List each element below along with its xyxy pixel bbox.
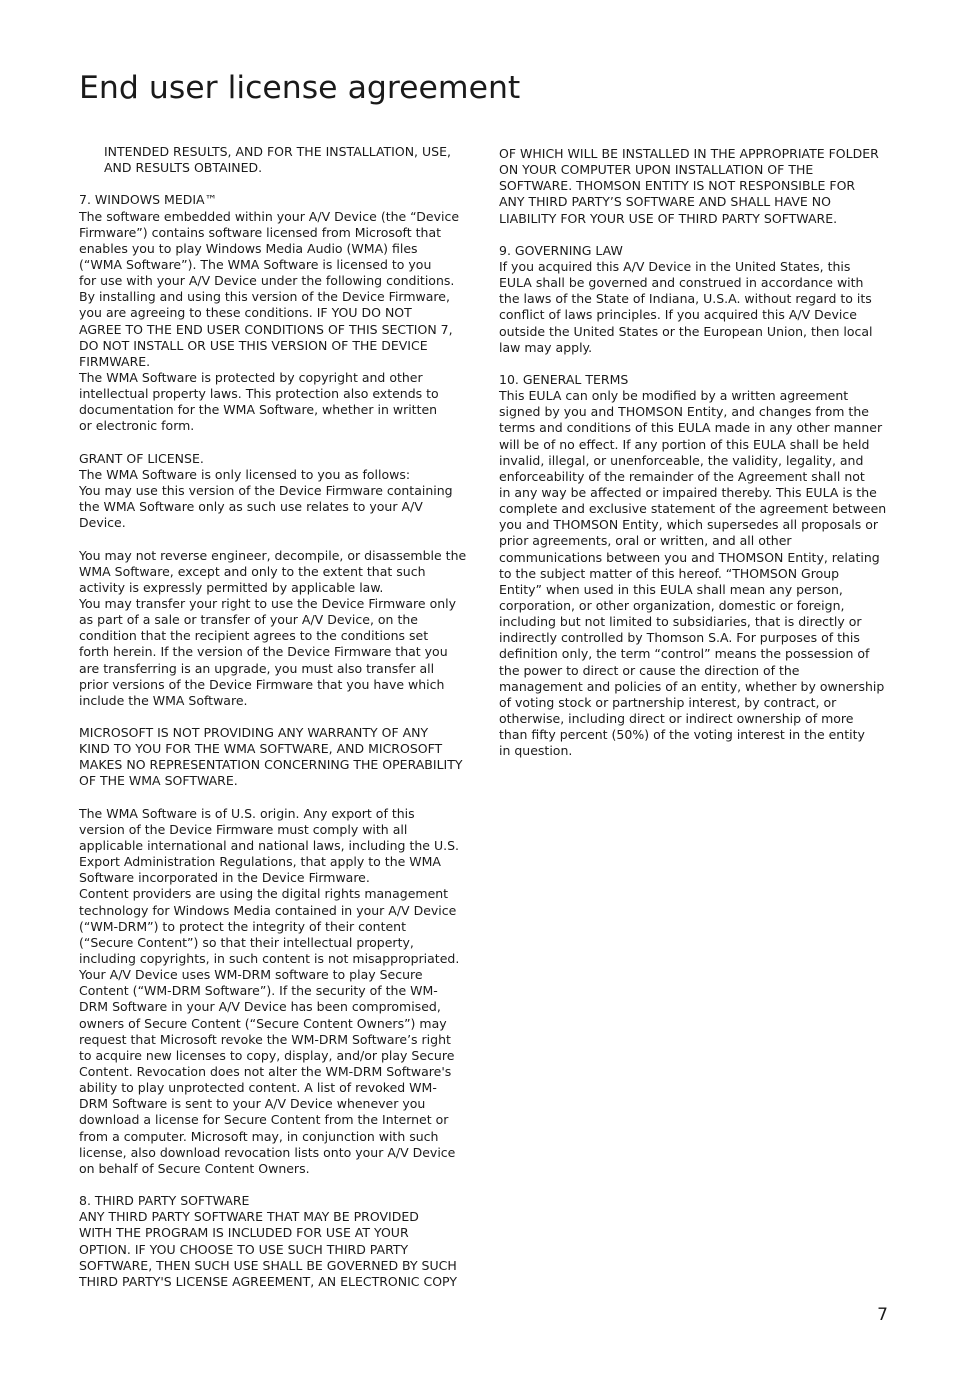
text-line: 7. WINDOWS MEDIA™ <box>79 192 218 208</box>
text-line: of voting stock or partnership interest, by contract, or <box>499 694 837 710</box>
text-line: otherwise, including direct or indirect ownership of more <box>499 710 854 726</box>
text-line: The WMA Software is protected by copyright and other <box>79 369 423 385</box>
text-line: prior versions of the Device Firmware that you have which <box>79 676 445 692</box>
text-line: download a license for Secure Content from the Internet or <box>79 1112 449 1128</box>
text-line: WMA Software, except and only to the extent that such <box>79 563 426 579</box>
text-line: outside the United States or the European Union, then local <box>499 323 873 339</box>
text-line: AND RESULTS OBTAINED. <box>104 160 263 176</box>
text-line: WITH THE PROGRAM IS INCLUDED FOR USE AT YOUR <box>79 1225 409 1241</box>
text-line: The software embedded within your A/V Device (the “Device <box>79 208 460 224</box>
text-line: to acquire new licenses to copy, display, and/or play Secure <box>79 1047 455 1063</box>
paragraph-gap <box>79 1177 475 1193</box>
text-line: documentation for the WMA Software, whether in written <box>79 402 438 418</box>
text-line: ANY THIRD PARTY SOFTWARE THAT MAY BE PROVIDED <box>79 1209 419 1225</box>
text-line: AGREE TO THE END USER CONDITIONS OF THIS SECTION 7, <box>79 321 453 337</box>
text-line: By installing and using this version of the Device Firmware, <box>79 289 450 305</box>
text-line: applicable international and national laws, including the U.S. <box>79 838 459 854</box>
text-line: the laws of the State of Indiana, U.S.A. without regard to its <box>499 291 872 307</box>
text-line: (“Secure Content”) so that their intellectual property, <box>79 934 414 950</box>
text-line: Content providers are using the digital rights management <box>79 886 449 902</box>
text-line: indirectly controlled by Thomson S.A. For purposes of this <box>499 630 860 646</box>
text-line: Device. <box>79 515 126 531</box>
text-line: OF WHICH WILL BE INSTALLED IN THE APPROPRIATE FOLDER <box>499 146 879 161</box>
text-line: Content (“WM-DRM Software”). If the security of the WM- <box>79 983 438 999</box>
page-number: 7 <box>877 1305 888 1325</box>
text-line: DO NOT INSTALL OR USE THIS VERSION OF THE DEVICE <box>79 337 428 353</box>
text-line: If you acquired this A/V Device in the United States, this <box>499 258 851 274</box>
text-line: MICROSOFT IS NOT PROVIDING ANY WARRANTY OF ANY <box>79 725 429 741</box>
text-line: as part of a sale or transfer of your A/V Device, on the <box>79 612 418 628</box>
text-line: version of the Device Firmware must comply with all <box>79 821 408 837</box>
text-line: or electronic form. <box>79 418 195 434</box>
text-line: corporation, or other organization, domestic or foreign, <box>499 597 845 613</box>
text-line: LIABILITY FOR YOUR USE OF THIRD PARTY SOFTWARE. <box>499 210 838 226</box>
paragraph-gap <box>79 176 475 192</box>
text-line: you are agreeing to these conditions. IF YOU DO NOT <box>79 305 412 321</box>
text-line: include the WMA Software. <box>79 692 248 708</box>
text-line: The WMA Software is of U.S. origin. Any export of this <box>79 805 415 821</box>
text-line: intellectual property laws. This protection also extends to <box>79 386 439 402</box>
text-line: license, also download revocation lists onto your A/V Device <box>79 1144 456 1160</box>
text-line: enforceability of the remainder of the Agreement shall not <box>499 468 865 484</box>
text-line: Your A/V Device uses WM-DRM software to play Secure <box>79 967 423 983</box>
text-line: including but not limited to subsidiaries, that is directly or <box>499 614 862 630</box>
text-line: in question. <box>499 743 573 759</box>
text-line: you and THOMSON Entity, which supersedes all proposals or <box>499 517 879 533</box>
paragraph-gap <box>79 531 475 547</box>
text-line: Export Administration Regulations, that apply to the WMA <box>79 854 441 870</box>
page-title: End user license agreement <box>79 70 521 106</box>
text-line: from a computer. Microsoft may, in conjunction with such <box>79 1128 439 1144</box>
text-line: MAKES NO REPRESENTATION CONCERNING THE OPERABILITY <box>79 757 463 773</box>
text-line: FIRMWARE. <box>79 353 151 369</box>
paragraph-gap <box>499 227 895 243</box>
text-line: You may not reverse engineer, decompile, or disassemble the <box>79 547 467 563</box>
text-line: SOFTWARE. THOMSON ENTITY IS NOT RESPONSIBLE FOR <box>499 178 856 194</box>
text-line: communications between you and THOMSON Entity, relating <box>499 549 880 565</box>
text-line: 10. GENERAL TERMS <box>499 371 629 387</box>
paragraph-gap <box>79 435 475 451</box>
left-text-column <box>79 144 475 1290</box>
text-line: law may apply. <box>499 339 593 355</box>
text-line: invalid, illegal, or unenforceable, the validity, legality, and <box>499 452 864 468</box>
text-line: signed by you and THOMSON Entity, and changes from the <box>499 404 869 420</box>
text-line: 8. THIRD PARTY SOFTWARE <box>79 1193 250 1209</box>
text-line: in any way be affected or impaired thereby. This EULA is the <box>499 484 877 500</box>
paragraph-gap <box>499 356 895 372</box>
text-line: conflict of laws principles. If you acquired this A/V Device <box>499 307 857 323</box>
text-line: owners of Secure Content (“Secure Content Owners”) may <box>79 1015 447 1031</box>
text-line: to the subject matter of this hereof. “THOMSON Group <box>499 565 840 581</box>
text-line: Software incorporated in the Device Firmware. <box>79 870 370 886</box>
text-line: the power to direct or cause the direction of the <box>499 662 800 678</box>
right-text-column <box>499 146 895 759</box>
text-line: (“WMA Software”). The WMA Software is licensed to you <box>79 256 432 272</box>
paragraph-gap <box>79 790 475 806</box>
text-line: INTENDED RESULTS, AND FOR THE INSTALLATION, USE, <box>104 144 451 159</box>
text-line: You may transfer your right to use the Device Firmware only <box>79 595 457 611</box>
text-line: the WMA Software only as such use relates to your A/V <box>79 499 423 515</box>
text-line: complete and exclusive statement of the agreement between <box>499 501 887 517</box>
text-line: 9. GOVERNING LAW <box>499 242 623 258</box>
text-line: SOFTWARE, THEN SUCH USE SHALL BE GOVERNED BY SUCH <box>79 1257 457 1273</box>
text-line: ON YOUR COMPUTER UPON INSTALLATION OF THE <box>499 162 814 178</box>
text-line: are transferring is an upgrade, you must also transfer all <box>79 660 435 676</box>
text-line: prior agreements, oral or written, and all other <box>499 533 792 549</box>
text-line: terms and conditions of this EULA made in any other manner <box>499 420 883 436</box>
text-line: for use with your A/V Device under the following conditions. <box>79 273 455 289</box>
text-line: EULA shall be governed and construed in accordance with <box>499 275 864 291</box>
paragraph-gap <box>79 709 475 725</box>
text-line: activity is expressly permitted by applicable law. <box>79 579 384 595</box>
text-line: (“WM-DRM”) to protect the integrity of their content <box>79 918 407 934</box>
text-line: management and policies of an entity, whether by ownership <box>499 678 885 694</box>
text-line: Entity” when used in this EULA shall mean any person, <box>499 581 843 597</box>
text-line: forth herein. If the version of the Device Firmware that you <box>79 644 448 660</box>
text-line: DRM Software is sent to your A/V Device whenever you <box>79 1096 426 1112</box>
text-line: This EULA can only be modified by a written agreement <box>499 388 849 404</box>
text-line: Content. Revocation does not alter the WM-DRM Software's <box>79 1064 452 1080</box>
text-line: including copyrights, in such content is not misappropriated. <box>79 951 460 967</box>
text-line: ANY THIRD PARTY’S SOFTWARE AND SHALL HAVE NO <box>499 194 831 210</box>
text-line: technology for Windows Media contained in your A/V Device <box>79 902 457 918</box>
text-line: request that Microsoft revoke the WM-DRM Software’s right <box>79 1031 451 1047</box>
text-line: OPTION. IF YOU CHOOSE TO USE SUCH THIRD PARTY <box>79 1241 409 1257</box>
text-line: ability to play unprotected content. A list of revoked WM- <box>79 1080 437 1096</box>
text-line: Firmware”) contains software licensed from Microsoft that <box>79 224 441 240</box>
text-line: The WMA Software is only licensed to you as follows: <box>79 466 411 482</box>
text-line: enables you to play Windows Media Audio (WMA) files <box>79 240 418 256</box>
text-line: condition that the recipient agrees to the conditions set <box>79 628 429 644</box>
text-line: than fifty percent (50%) of the voting interest in the entity <box>499 727 865 743</box>
text-line: definition only, the term “control” means the possession of <box>499 646 870 662</box>
text-line: KIND TO YOU FOR THE WMA SOFTWARE, AND MICROSOFT <box>79 741 443 757</box>
text-line: on behalf of Secure Content Owners. <box>79 1160 310 1176</box>
text-line: You may use this version of the Device Firmware containing <box>79 482 453 498</box>
text-line: OF THE WMA SOFTWARE. <box>79 773 238 789</box>
text-line: THIRD PARTY'S LICENSE AGREEMENT, AN ELECTRONIC COPY <box>79 1273 457 1289</box>
text-line: will be of no effect. If any portion of this EULA shall be held <box>499 436 870 452</box>
text-line: GRANT OF LICENSE. <box>79 450 204 466</box>
text-line: DRM Software in your A/V Device has been compromised, <box>79 999 441 1015</box>
